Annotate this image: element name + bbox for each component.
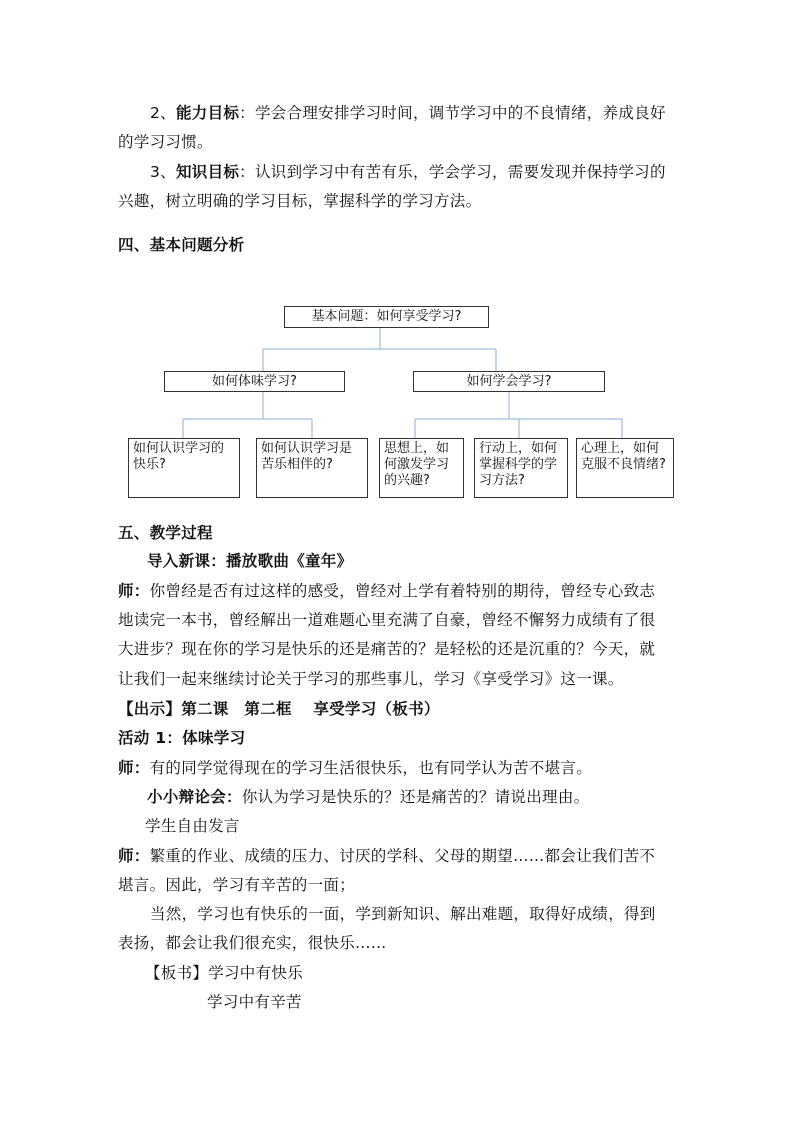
leaf-line: 快乐?: [133, 457, 166, 472]
speaker-label: 师：: [118, 582, 150, 600]
diagram-left-label: 如何体味学习?: [212, 374, 297, 389]
board-line-2: 学习中有辛苦: [207, 993, 302, 1011]
leaf-line: 掌握科学的学: [479, 457, 558, 472]
leaf-line: 习方法?: [479, 473, 525, 488]
board-label: 【板书】: [145, 964, 209, 982]
colon: ：: [239, 104, 255, 122]
objective-text: 学会合理安排学习时间，调节学习中的不良情绪，养成良好: [254, 104, 666, 122]
speaker-label: 师：: [118, 847, 150, 865]
diagram-root-label: 基本问题：如何享受学习?: [311, 309, 462, 324]
free-speech-line: 学生自由发言: [145, 817, 240, 835]
objective-ability-cont: 的学习习惯。: [118, 133, 213, 151]
teacher-para-1-line-4: 让我们一起来继续讨论关于学习的那些事儿，学习《享受学习》这一课。: [118, 670, 624, 688]
leaf-line: 思想上，如: [384, 441, 450, 456]
board-text: 学习中有快乐: [208, 964, 304, 982]
show-line: 【出示】第二课 第二框 享受学习（板书）: [118, 700, 440, 718]
leaf-line: 何激发学习: [384, 457, 450, 472]
teacher-para-1-line-2: 地读完一本书，曾经解出一道难题心里充满了自豪，曾经不懈努力成绩有了很: [118, 611, 656, 629]
diagram-left-box: [164, 371, 345, 392]
teacher-para-3-line-1: [118, 845, 655, 867]
leaf-line: 的兴趣?: [384, 473, 430, 488]
board-line-1: [145, 962, 303, 984]
objective-number: 3、: [150, 163, 176, 181]
para-4-line-1: 当然，学习也有快乐的一面，学到新知识、解出难题，取得好成绩，得到: [150, 905, 656, 923]
speaker-label: 师：: [118, 759, 150, 777]
diagram-leaf-box: [379, 438, 464, 498]
objective-label: 能力目标: [175, 104, 240, 122]
objective-label: 知识目标: [175, 163, 240, 181]
leaf-line: 如何认识学习是: [261, 441, 353, 456]
colon: ：: [239, 163, 255, 181]
diagram-leaf-box: [256, 438, 368, 498]
para-4-line-2: 表扬，都会让我们很充实，很快乐……: [118, 934, 387, 952]
teacher-para-3-line-2: 堪言。因此，学习有辛苦的一面；: [118, 876, 356, 894]
para-text: 你曾经是否有过这样的感受，曾经对上学有着特别的期待，曾经专心致志: [149, 582, 656, 600]
activity-line: 活动 1：体味学习: [118, 729, 246, 747]
teacher-para-2: [118, 757, 592, 779]
para-text: 繁重的作业、成绩的压力、讨厌的学科、父母的期望……都会让我们苦不: [149, 847, 656, 865]
objective-knowledge-cont: 兴趣，树立明确的学习目标，掌握科学的学习方法。: [118, 192, 482, 210]
objective-text: 认识到学习中有苦有乐，学会学习，需要发现并保持学习的: [254, 163, 666, 181]
teacher-para-1-line-1: [118, 580, 655, 602]
teacher-para-1-line-3: 大进步？现在你的学习是快乐的还是痛苦的？是轻松的还是沉重的？今天，就: [118, 640, 656, 658]
intro-line: 导入新课：播放歌曲《童年》: [147, 552, 353, 570]
leaf-line: 心理上，如何: [581, 441, 660, 456]
para-text: 有的同学觉得现在的学习生活很快乐，也有同学认为苦不堪言。: [149, 759, 593, 777]
diagram-right-label: 如何学会学习?: [466, 374, 552, 389]
diagram-leaf-box: [128, 438, 240, 498]
leaf-line: 行动上，如何: [479, 441, 558, 456]
para-text: 你认为学习是快乐的？还是痛苦的？请说出理由。: [241, 788, 590, 806]
debate-line: [147, 786, 589, 808]
objective-number: 2、: [150, 104, 176, 122]
diagram-right-box: [413, 371, 605, 392]
leaf-line: 克服不良情绪?: [581, 457, 666, 472]
diagram-leaf-box: [474, 438, 568, 498]
leaf-line: 苦乐相伴的?: [261, 457, 333, 472]
diagram-root-box: [284, 306, 489, 328]
diagram-leaf-box: [576, 438, 674, 498]
section5-title: 五、教学过程: [118, 524, 213, 542]
leaf-line: 如何认识学习的: [133, 441, 225, 456]
section4-title: 四、基本问题分析: [118, 236, 245, 254]
debate-label: 小小辩论会：: [147, 788, 242, 806]
